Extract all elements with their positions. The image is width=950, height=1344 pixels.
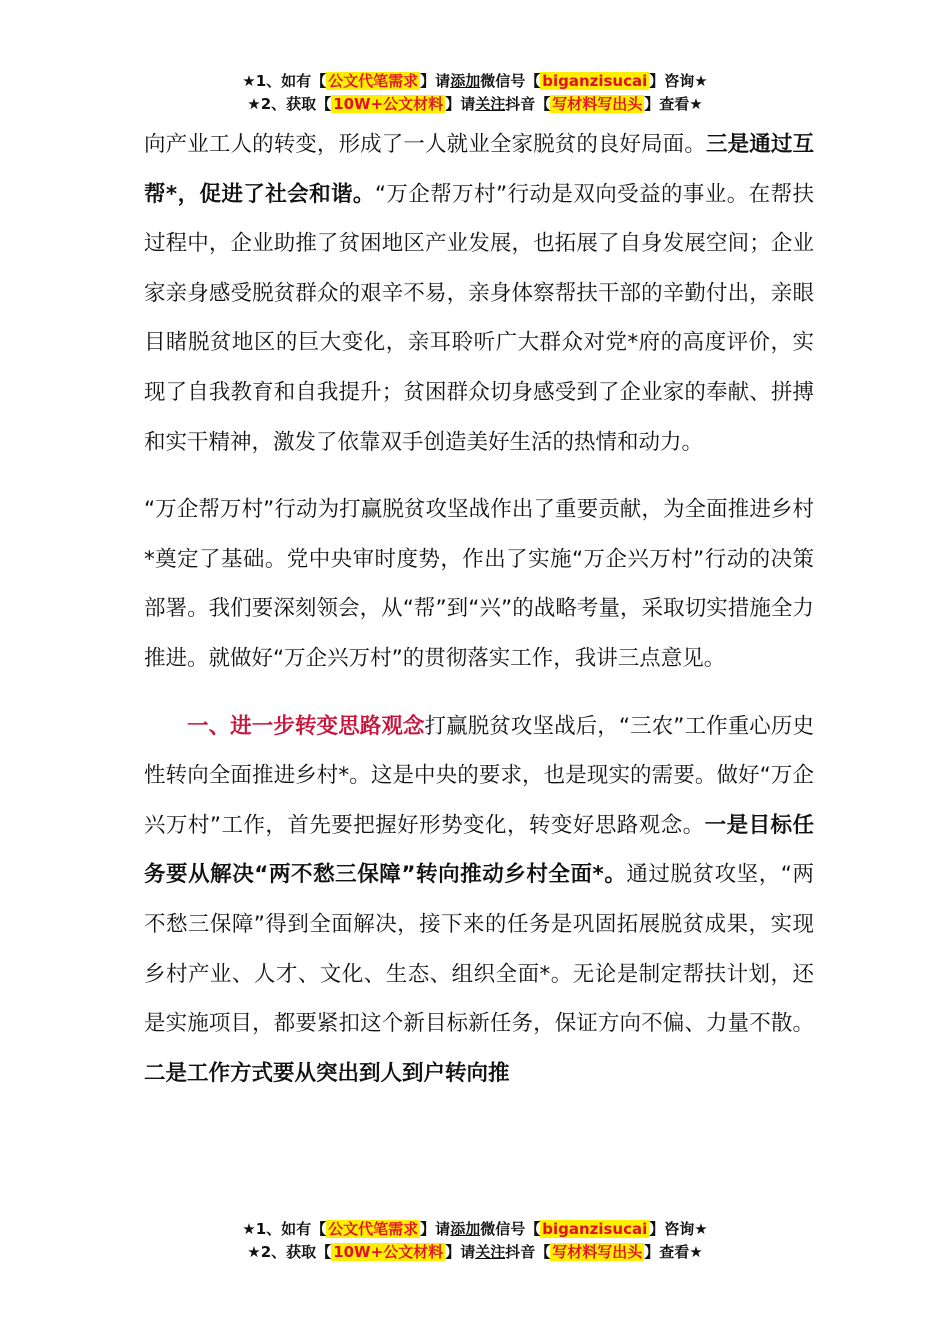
paragraph-3: 一、进一步转变思路观念打赢脱贫攻坚战后，“三农”工作重心历史性转向全面推进乡村*。这是中央的要求，也是现实的需要。做好“万企兴万村”工作，首先要把握好形势变化，转变好思路观念。一是目标任务要从解决“两不愁三保障”转向推动乡村全面*。通过脱贫攻坚，“两不愁三保障”得到全面解决，接下来的任务是巩固拓展脱贫成果，实现乡村产业、人才、文化、生态、组织全面*。无论是制定帮扶计划，还是实施项目，都要紧扣这个新目标新任务，保证方向不偏、力量不散。二是工作方式要从突出到人到户转向推: [144, 713, 814, 1086]
highlight-service: 公文代笔需求: [328, 72, 419, 90]
highlight-wechat-id: biganzisucai: [542, 72, 648, 90]
highlight-douyin-account: 写材料写出头: [552, 95, 643, 113]
document-body: [144, 120, 814, 1098]
bold-point-two: 二是工作方式要从突出到人到户转向推: [144, 1060, 510, 1086]
paragraph-2: “万企帮万村”行动为打赢脱贫攻坚战作出了重要贡献，为全面推进乡村*奠定了基础。党中央审时度势，作出了实施“万企兴万村”行动的决策部署。我们要深刻领会，从“帮”到“兴”的战略考量，采取切实措施全力推进。就做好“万企兴万村”的贯彻落实工作，我讲三点意见。: [144, 497, 814, 671]
bold-point-one: 一是目标任务要从解决“两不愁三保障”转向推动乡村全面*。: [144, 812, 814, 888]
highlight-materials: 10W+公文材料: [333, 95, 444, 113]
highlight-materials: 10W+公文材料: [333, 1243, 444, 1261]
banner-line-2: ★2、获取【 10W+公文材料 】请关注抖音【 写材料写出头 】查看★: [247, 1243, 703, 1261]
highlight-wechat-id: biganzisucai: [542, 1220, 648, 1238]
highlight-service: 公文代笔需求: [328, 1220, 419, 1238]
header-banner: [0, 70, 950, 116]
bold-point-three: 三是通过互帮*，促进了社会和谐。: [144, 132, 814, 207]
banner-line-1: ★1、如有【 公文代笔需求 】请添加微信号【 biganzisucai 】咨询★: [242, 1220, 708, 1238]
paragraph-1: 向产业工人的转变，形成了一人就业全家脱贫的良好局面。三是通过互帮*，促进了社会和谐。“万企帮万村”行动是双向受益的事业。在帮扶过程中，企业助推了贫困地区产业发展，也拓展了自身发展空间；企业家亲身感受脱贫群众的艰辛不易，亲身体察帮扶干部的辛勤付出，亲眼目睹脱贫地区的巨大变化，亲耳聆听广大群众对党*府的高度评价，实现了自我教育和自我提升；贫困群众切身感受到了企业家的奉献、拼搏和实干精神，激发了依靠双手创造美好生活的热情和动力。: [144, 132, 815, 455]
banner-line-2: ★2、获取【 10W+公文材料 】请关注抖音【 写材料写出头 】查看★: [247, 95, 703, 113]
footer-banner: [0, 1218, 950, 1264]
banner-line-1: ★1、如有【 公文代笔需求 】请添加微信号【 biganzisucai 】咨询★: [242, 72, 708, 90]
section-heading-1: 一、进一步转变思路观念: [187, 713, 425, 739]
highlight-douyin-account: 写材料写出头: [552, 1243, 643, 1261]
